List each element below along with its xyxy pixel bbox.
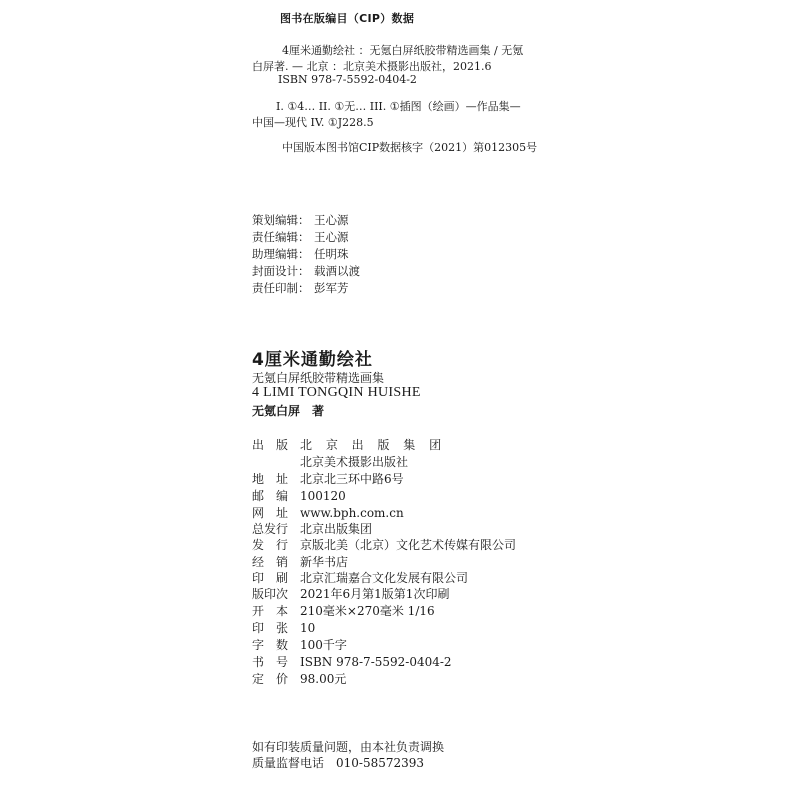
pub-row bbox=[252, 537, 516, 553]
credit-label: 助理编辑： bbox=[252, 247, 310, 261]
pub-label: 总发行 bbox=[252, 522, 289, 536]
cip-line-2: 白屏著. — 北京 ：北京美术摄影出版社，2021.6 bbox=[252, 60, 492, 73]
credit-value: 任明珠 bbox=[314, 247, 349, 261]
pub-row bbox=[252, 488, 346, 504]
credit-row bbox=[252, 280, 349, 296]
cip-line-1: 4厘米通勤绘社 ：无氪白屏纸胶带精选画集 / 无氪 bbox=[282, 44, 524, 57]
pub-value: 100千字 bbox=[300, 638, 347, 652]
credit-row bbox=[252, 246, 349, 262]
pub-label: 定 价 bbox=[252, 672, 289, 686]
pub-row bbox=[252, 586, 449, 602]
pub-value: 新华书店 bbox=[300, 555, 349, 569]
pub-value: 100120 bbox=[300, 489, 346, 503]
pub-row bbox=[252, 471, 404, 487]
cip-line-6: 中国版本图书馆CIP数据核字（2021）第012305号 bbox=[282, 141, 538, 154]
credit-label: 策划编辑： bbox=[252, 213, 310, 227]
pub-label: 出 版 bbox=[252, 438, 289, 452]
book-title: 4厘米通勤绘社 bbox=[252, 350, 373, 370]
pub-row bbox=[252, 654, 452, 670]
pub-row bbox=[252, 454, 408, 470]
credit-value: 王心源 bbox=[314, 230, 349, 244]
cip-line-5: 中国—现代 IV. ①J228.5 bbox=[252, 116, 374, 129]
book-author: 无氪白屏 著 bbox=[252, 404, 325, 418]
quality-notice: 如有印装质量问题，由本社负责调换 bbox=[252, 740, 445, 754]
credit-row bbox=[252, 212, 349, 228]
pub-label: 印 张 bbox=[252, 621, 289, 635]
pub-row bbox=[252, 437, 446, 453]
pub-label: 经 销 bbox=[252, 555, 289, 569]
credit-value: 王心源 bbox=[314, 213, 349, 227]
pub-label: 印 刷 bbox=[252, 571, 289, 585]
credit-label: 责任编辑： bbox=[252, 230, 310, 244]
pub-label: 版印次 bbox=[252, 587, 289, 601]
pub-label: 书 号 bbox=[252, 655, 289, 669]
credit-label: 封面设计： bbox=[252, 264, 310, 278]
pub-value: 京版北美（北京）文化艺术传媒有限公司 bbox=[300, 538, 517, 552]
pub-row bbox=[252, 521, 372, 537]
pub-label: 地 址 bbox=[252, 472, 289, 486]
quality-phone: 质量监督电话 010-58572393 bbox=[252, 756, 425, 770]
credit-row bbox=[252, 263, 360, 279]
credit-value: 载酒以渡 bbox=[314, 264, 360, 278]
pub-value: 98.00元 bbox=[300, 672, 347, 686]
pub-value: 北京出版集团 bbox=[300, 522, 373, 536]
pub-row bbox=[252, 620, 315, 636]
pub-label: 邮 编 bbox=[252, 489, 289, 503]
pub-value: www.bph.com.cn bbox=[300, 506, 404, 520]
pub-label: 字 数 bbox=[252, 638, 289, 652]
pub-row bbox=[252, 505, 404, 521]
pub-label: 网 址 bbox=[252, 506, 289, 520]
pub-value: 北 京 出 版 集 团 bbox=[300, 438, 447, 452]
pub-value: 北京汇瑞嘉合文化发展有限公司 bbox=[300, 571, 469, 585]
pub-value: 210毫米×270毫米 1/16 bbox=[300, 604, 435, 618]
pub-value: 10 bbox=[300, 621, 316, 635]
credit-row bbox=[252, 229, 349, 245]
pub-row bbox=[252, 554, 348, 570]
cip-line-4: I. ①4… II. ①无… III. ①插图（绘画）—作品集— bbox=[276, 100, 521, 113]
pub-value: 北京美术摄影出版社 bbox=[300, 455, 409, 469]
pub-value: 2021年6月第1版第1次印刷 bbox=[300, 587, 450, 601]
pub-label: 开 本 bbox=[252, 604, 289, 618]
pub-value: ISBN 978-7-5592-0404-2 bbox=[300, 655, 452, 669]
pub-row bbox=[252, 603, 435, 619]
book-english-title: 4 LIMI TONGQIN HUISHE bbox=[252, 385, 421, 400]
cip-title: 图书在版编目（CIP）数据 bbox=[280, 12, 415, 25]
pub-value: 北京北三环中路6号 bbox=[300, 472, 404, 486]
pub-row bbox=[252, 671, 346, 687]
pub-row bbox=[252, 570, 468, 586]
pub-row bbox=[252, 637, 347, 653]
cip-line-3: ISBN 978-7-5592-0404-2 bbox=[278, 73, 417, 86]
book-subtitle: 无氪白屏纸胶带精选画集 bbox=[252, 371, 385, 385]
credit-label: 责任印制： bbox=[252, 281, 310, 295]
credit-value: 彭军芳 bbox=[314, 281, 349, 295]
pub-label: 发 行 bbox=[252, 538, 289, 552]
